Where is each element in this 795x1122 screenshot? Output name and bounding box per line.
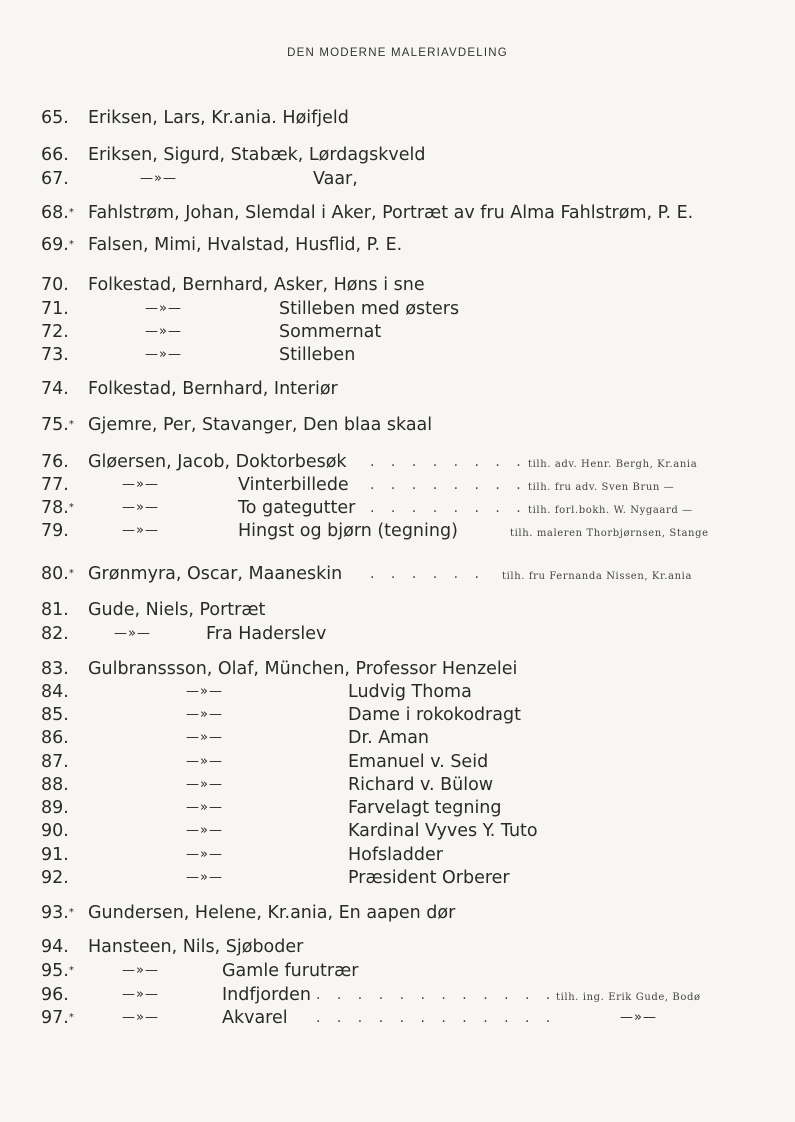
entry-text: Hofsladder [348, 845, 443, 865]
entry-number: 85. [41, 705, 69, 725]
entry-text: Farvelagt tegning [348, 798, 502, 818]
entry-number: 88. [41, 775, 69, 795]
ditto-mark: —»— [186, 707, 223, 722]
entry-text: Akvarel [222, 1008, 288, 1028]
entry-asterisk: * [68, 207, 74, 218]
catalogue-entry [0, 751, 795, 773]
entry-text: Gundersen, Helene, Kr.ania, En aapen dør [88, 903, 456, 923]
ditto-mark: —»— [186, 870, 223, 885]
entry-text: Stilleben med østers [279, 299, 460, 319]
entry-text: Præsident Orberer [348, 868, 510, 888]
catalogue-entry [0, 107, 795, 129]
ditto-mark: —»— [122, 963, 159, 978]
entry-number: 87. [41, 752, 69, 772]
entry-number: 79. [41, 521, 69, 541]
catalogue-entry [0, 936, 795, 958]
entry-provenance: tilh. forl.bokh. W. Nygaard — [528, 505, 693, 516]
catalogue-entry [0, 797, 795, 819]
entry-number: 93. * [41, 903, 74, 923]
ditto-mark: —»— [122, 1010, 159, 1025]
catalogue-entry [0, 321, 795, 343]
entry-asterisk: * [68, 1012, 74, 1023]
entry-text: Vinterbillede [238, 475, 349, 495]
entry-provenance: tilh. fru adv. Sven Brun — [528, 482, 675, 493]
catalogue-entry [0, 727, 795, 749]
entry-number: 77. [41, 475, 69, 495]
entry-text: Gulbranssson, Olaf, München, Professor Henzelei [88, 659, 518, 679]
entry-number: 95. * [41, 961, 74, 981]
catalogue-entry [0, 474, 795, 496]
entry-text: Grønmyra, Oscar, Maaneskin [88, 564, 343, 584]
entry-text: Eriksen, Sigurd, Stabæk, Lørdagskveld [88, 145, 426, 165]
ditto-mark: —»— [145, 347, 182, 362]
catalogue-entry [0, 168, 795, 190]
catalogue-entry [0, 623, 795, 645]
entry-number: 91. [41, 845, 69, 865]
entry-number: 97. * [41, 1008, 74, 1028]
leader-dots: . . . . . . . . . . . . [316, 1010, 557, 1026]
catalogue-entry [0, 820, 795, 842]
catalogue-entry [0, 414, 795, 436]
ditto-mark: —»— [186, 800, 223, 815]
entry-text: Folkestad, Bernhard, Asker, Høns i sne [88, 275, 425, 295]
ditto-mark: —»— [186, 684, 223, 699]
catalogue-entry [0, 658, 795, 680]
entry-number: 74. [41, 379, 69, 399]
ditto-mark: —»— [186, 823, 223, 838]
catalogue-entry [0, 520, 795, 542]
entry-provenance: tilh. ing. Erik Gude, Bodø [556, 992, 701, 1003]
catalogue-entry [0, 960, 795, 982]
entry-text: Folkestad, Bernhard, Interiør [88, 379, 338, 399]
entry-text: Fahlstrøm, Johan, Slemdal i Aker, Portræt av fru Alma Fahlstrøm, P. E. [88, 203, 694, 223]
entry-asterisk: * [68, 568, 74, 579]
leader-dots: . . . . . . [370, 566, 485, 582]
catalogue-entry [0, 774, 795, 796]
entry-number: 78. * [41, 498, 74, 518]
entry-number: 75. * [41, 415, 74, 435]
catalogue-entry [0, 867, 795, 889]
entry-provenance: tilh. fru Fernanda Nissen, Kr.ania [502, 571, 693, 582]
ditto-mark: —»— [145, 324, 182, 339]
entry-number: 73. [41, 345, 69, 365]
leader-dots: . . . . . . . . . . . . [316, 987, 557, 1003]
entry-number: 76. [41, 452, 69, 472]
entry-text: Eriksen, Lars, Kr.ania. Høifjeld [88, 108, 349, 128]
ditto-mark: —»— [122, 987, 159, 1002]
catalogue-entry [0, 902, 795, 924]
ditto-mark: —»— [114, 626, 151, 641]
catalogue-entry [0, 344, 795, 366]
entry-number: 89. [41, 798, 69, 818]
catalogue-entry [0, 234, 795, 256]
catalogue-entry [0, 298, 795, 320]
ditto-mark: —»— [122, 500, 159, 515]
entry-text: Hansteen, Nils, Sjøboder [88, 937, 304, 957]
ditto-mark: —»— [186, 730, 223, 745]
entry-number: 69. * [41, 235, 74, 255]
ditto-mark: —»— [122, 523, 159, 538]
leader-dots: . . . . . . . . [370, 454, 527, 470]
entry-number: 82. [41, 624, 69, 644]
ditto-mark: —»— [122, 477, 159, 492]
entry-text: Gjemre, Per, Stavanger, Den blaa skaal [88, 415, 433, 435]
catalogue-entry [0, 563, 795, 585]
entry-text: Gude, Niels, Portræt [88, 600, 266, 620]
entry-asterisk: * [68, 965, 74, 976]
entry-number: 84. [41, 682, 69, 702]
entry-number: 86. [41, 728, 69, 748]
entry-number: 92. [41, 868, 69, 888]
catalogue-entry [0, 1007, 795, 1029]
entry-text: Gamle furutrær [222, 961, 359, 981]
ditto-mark: —»— [186, 754, 223, 769]
catalogue-entry [0, 704, 795, 726]
page-header: DEN MODERNE MALERIAVDELING [287, 47, 508, 59]
entry-text: Kardinal Vyves Y. Tuto [348, 821, 538, 841]
entry-text: Vaar, [313, 169, 358, 189]
entry-asterisk: * [68, 907, 74, 918]
entry-text: To gategutter [238, 498, 356, 518]
catalogue-entry [0, 378, 795, 400]
entry-asterisk: * [68, 239, 74, 250]
entry-asterisk: * [68, 419, 74, 430]
entry-number: 67. [41, 169, 69, 189]
entry-text: Emanuel v. Seid [348, 752, 489, 772]
leader-dots: . . . . . . . . [370, 500, 527, 516]
entry-number: 94. [41, 937, 69, 957]
entry-text: Gløersen, Jacob, Doktorbesøk [88, 452, 347, 472]
entry-text: Stilleben [279, 345, 356, 365]
entry-asterisk: * [68, 502, 74, 513]
entry-text: Sommernat [279, 322, 382, 342]
catalogue-entry [0, 202, 795, 224]
catalogue-entry [0, 681, 795, 703]
catalogue-entry [0, 844, 795, 866]
entry-text: Ludvig Thoma [348, 682, 472, 702]
entry-text: Falsen, Mimi, Hvalstad, Husflid, P. E. [88, 235, 403, 255]
entry-text: Dr. Aman [348, 728, 430, 748]
catalogue-entry [0, 144, 795, 166]
ditto-mark: —»— [620, 1010, 657, 1025]
entry-text: Dame i rokokodragt [348, 705, 521, 725]
ditto-mark: —»— [186, 847, 223, 862]
catalogue-entry [0, 984, 795, 1006]
entry-number: 68. * [41, 203, 74, 223]
entry-text: Hingst og bjørn (tegning) [238, 521, 458, 541]
entry-number: 71. [41, 299, 69, 319]
catalogue-entry [0, 274, 795, 296]
catalogue-entry [0, 497, 795, 519]
catalogue-entry [0, 599, 795, 621]
ditto-mark: —»— [145, 301, 182, 316]
entry-number: 90. [41, 821, 69, 841]
entry-text: Indfjorden [222, 985, 311, 1005]
entry-text: Richard v. Bülow [348, 775, 494, 795]
entry-provenance: tilh. adv. Henr. Bergh, Kr.ania [528, 459, 698, 470]
leader-dots: . . . . . . . . [370, 477, 527, 493]
entry-provenance: tilh. maleren Thorbjørnsen, Stange [510, 528, 709, 539]
entry-number: 70. [41, 275, 69, 295]
entry-number: 96. [41, 985, 69, 1005]
ditto-mark: —»— [140, 171, 177, 186]
catalogue-entry [0, 451, 795, 473]
entry-number: 81. [41, 600, 69, 620]
ditto-mark: —»— [186, 777, 223, 792]
entry-number: 66. [41, 145, 69, 165]
entry-number: 80. * [41, 564, 74, 584]
entry-number: 72. [41, 322, 69, 342]
entry-text: Fra Haderslev [206, 624, 327, 644]
entry-number: 83. [41, 659, 69, 679]
entry-number: 65. [41, 108, 69, 128]
